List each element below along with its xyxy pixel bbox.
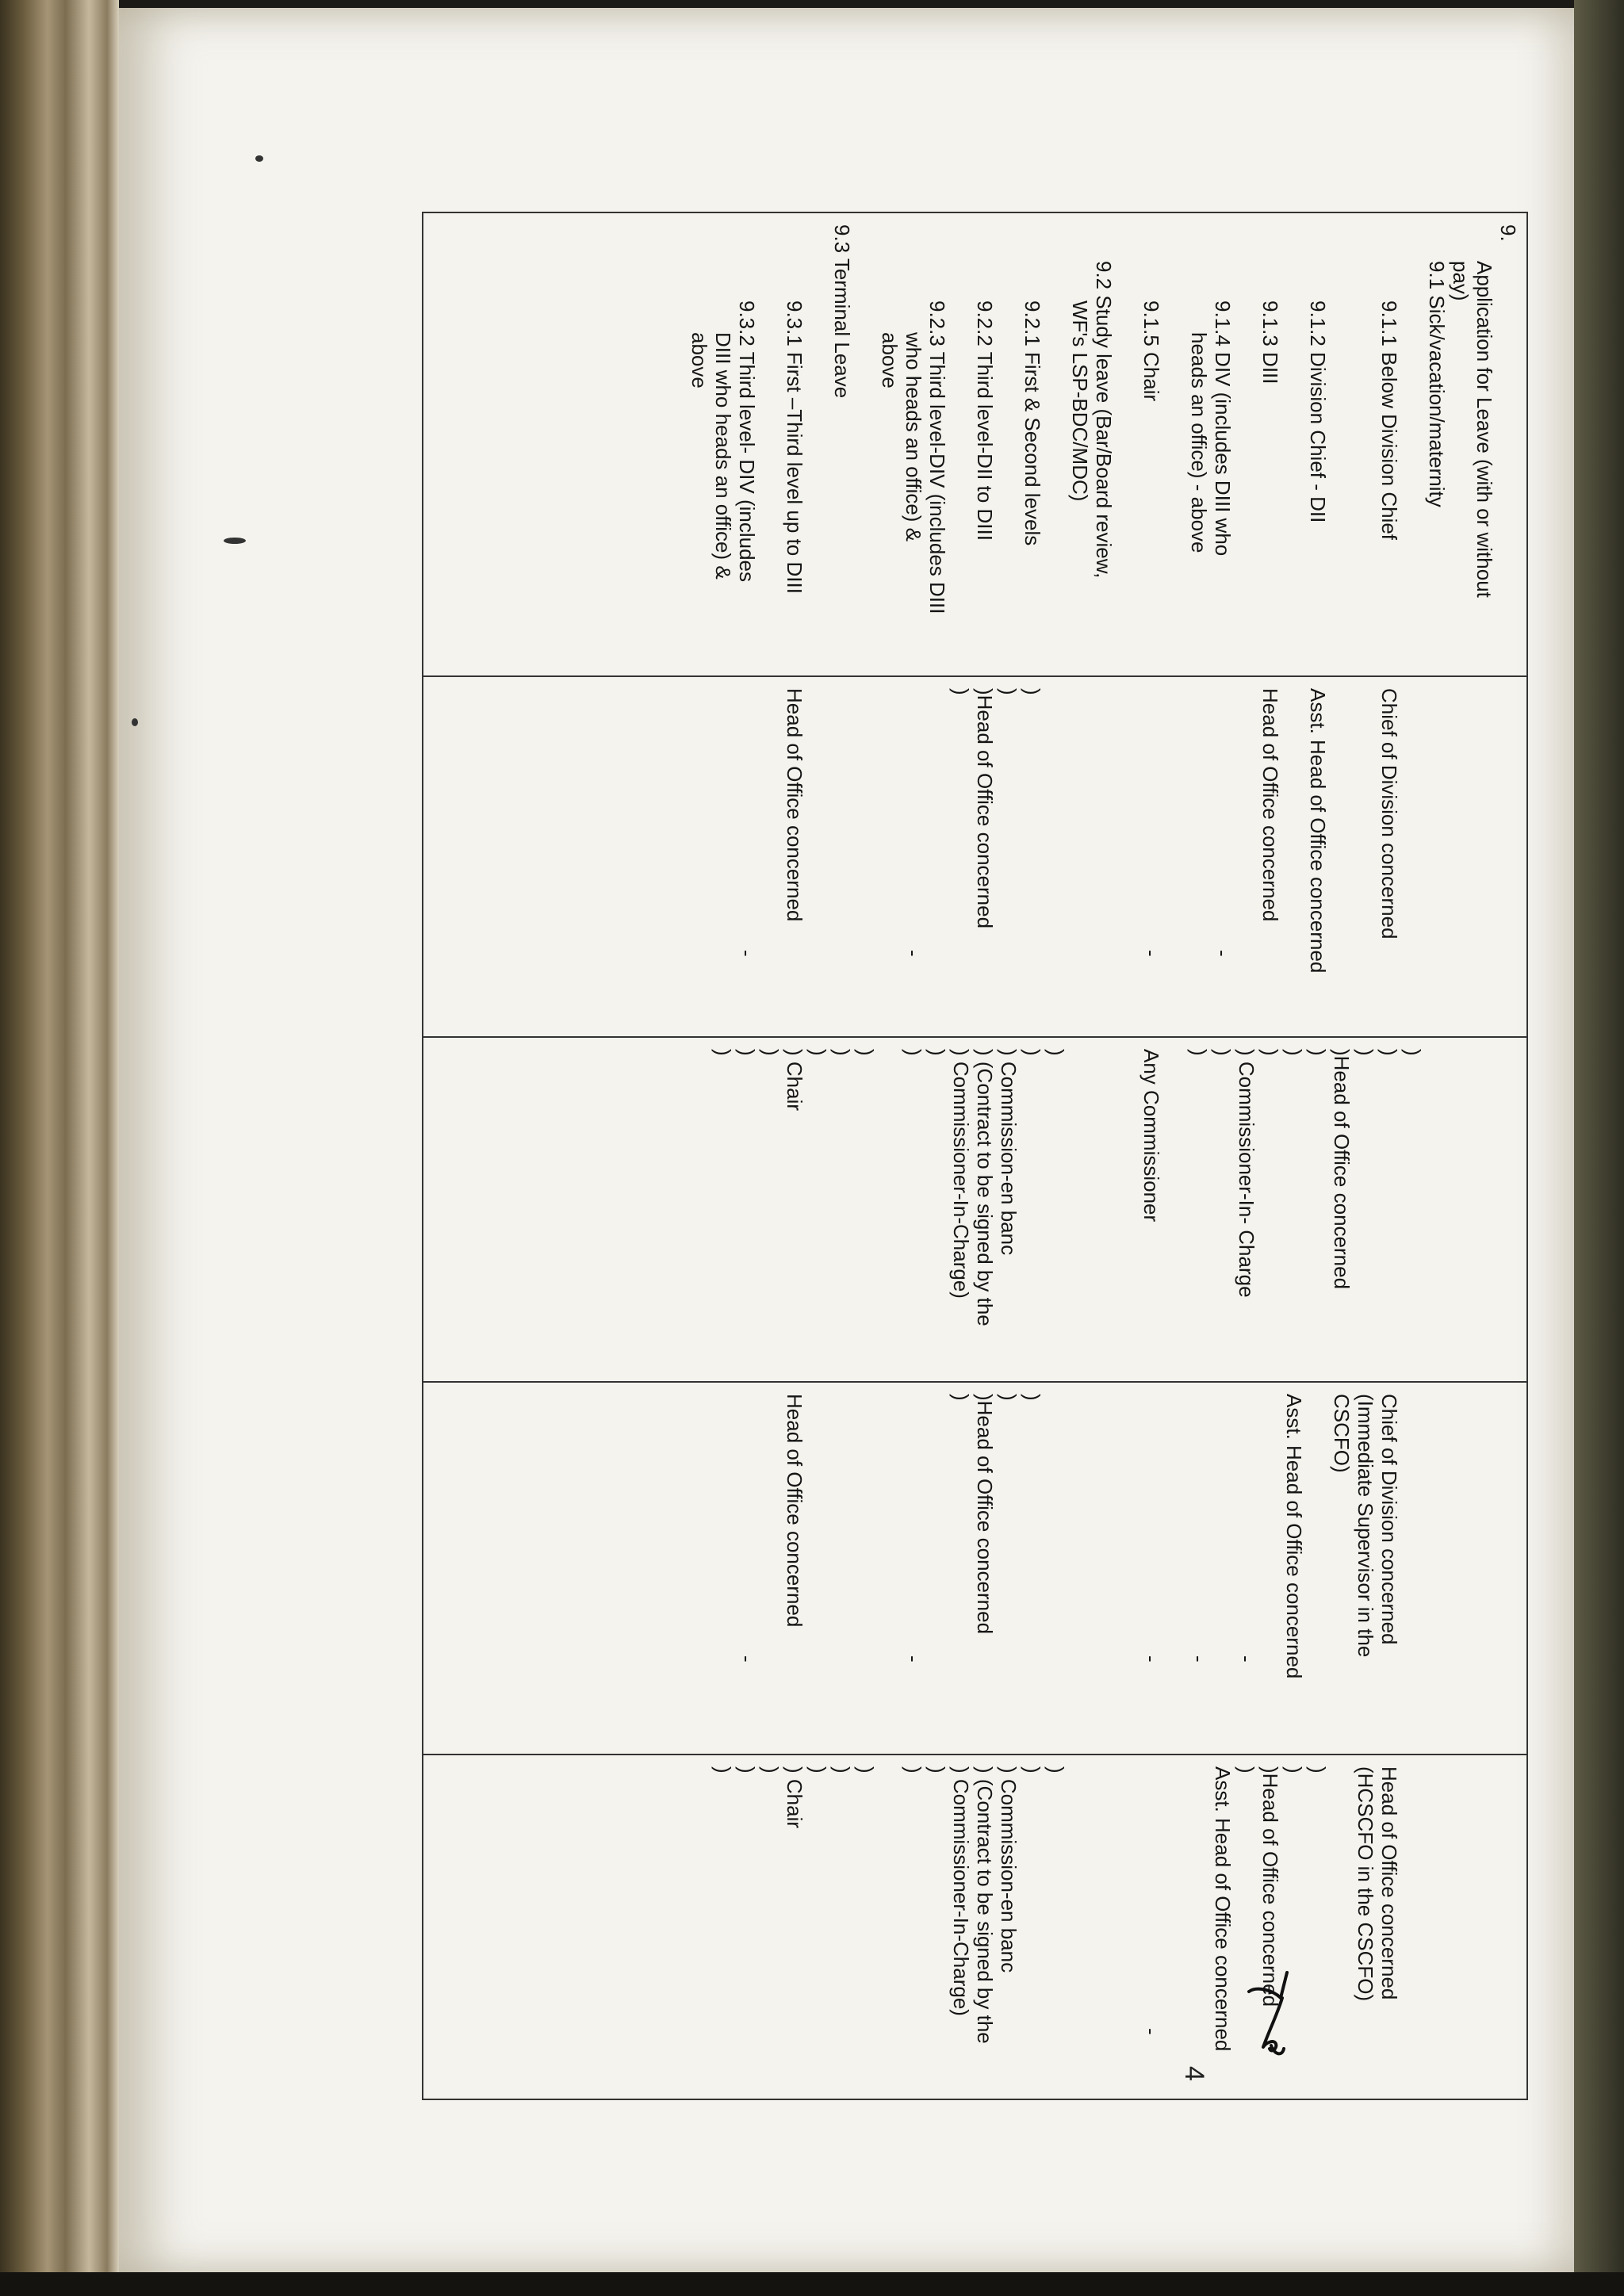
table-line: )	[1354, 1049, 1377, 1056]
table-line	[878, 688, 902, 1025]
table-line	[1473, 1049, 1496, 1370]
table-line	[688, 688, 711, 1025]
table-line: who heads an office) &	[902, 332, 925, 542]
table-line: )Head of Office concerned	[1330, 1049, 1354, 1290]
table-line	[1163, 1049, 1187, 1370]
table-line: pay)	[1449, 261, 1473, 301]
table-line	[1449, 1394, 1473, 1743]
column-recommending	[423, 676, 1527, 1037]
table-line	[878, 1394, 902, 1743]
table-line: WF's LSP-BDC/MDC)	[1068, 300, 1092, 502]
table-line: )	[735, 1049, 759, 1056]
table-line	[759, 224, 783, 664]
table-line: )	[1401, 1049, 1425, 1056]
scan-border-right	[1574, 0, 1624, 2296]
table-line	[1330, 1766, 1354, 2087]
table-line	[878, 1766, 902, 2087]
table-line	[688, 1049, 711, 1370]
table-line: )	[1021, 1766, 1044, 1774]
table-line: Chief of Division concerned	[1377, 1394, 1401, 1645]
table-line	[1163, 688, 1187, 1025]
table-line	[1116, 224, 1139, 664]
handwritten-signature	[1225, 1966, 1304, 2061]
table-line	[1354, 224, 1377, 664]
table-line	[1116, 688, 1139, 1025]
table-line	[759, 688, 783, 1025]
table-line	[1092, 688, 1116, 1025]
leave-approval-table	[422, 212, 1528, 2100]
table-line: )	[902, 1766, 925, 1774]
table-line	[1425, 1766, 1449, 2087]
table-line: 9.1.4 DIV (includes DIII who	[1211, 300, 1235, 557]
table-line	[1163, 1394, 1187, 1743]
table-line: )	[1211, 1049, 1235, 1056]
table-line	[1044, 1394, 1068, 1743]
table-line	[1401, 1766, 1425, 2087]
table-line: )	[830, 1766, 854, 1774]
table-line	[1092, 1049, 1116, 1370]
table-line	[1306, 1394, 1330, 1743]
table-line: above	[878, 332, 902, 388]
table-line	[854, 1394, 878, 1743]
table-line: 9.	[1496, 224, 1520, 242]
table-line	[1425, 1049, 1449, 1370]
table-line: -	[1187, 1655, 1211, 1663]
table-line: -	[902, 1655, 925, 1663]
table-line	[830, 688, 854, 1025]
table-line	[1116, 1049, 1139, 1370]
table-line: 9.2.2 Third level-DII to DIII	[973, 300, 997, 541]
scan-speck	[255, 155, 263, 162]
table-line: 9.1.2 Division Chief - DII	[1306, 300, 1330, 523]
table-line: Asst. Head of Office concerned	[1282, 1394, 1306, 1679]
table-line: -	[1139, 950, 1163, 957]
column-action	[423, 212, 1527, 676]
table-line	[688, 1766, 711, 2087]
column-approving	[423, 1037, 1527, 1382]
table-line: 9.1.5 Chair	[1139, 300, 1163, 402]
table-line: CSCFO)	[1330, 1394, 1354, 1473]
table-line	[1258, 1394, 1282, 1743]
table-line	[806, 1394, 830, 1743]
table-line	[1473, 1394, 1496, 1743]
table-line	[1401, 224, 1425, 664]
table-line	[854, 688, 878, 1025]
table-line	[1401, 1394, 1425, 1743]
table-line: )	[1258, 1049, 1282, 1056]
table-line	[1425, 1394, 1449, 1743]
table-line	[1473, 688, 1496, 1025]
table-line: ) Commissioner-In-Charge)	[949, 1766, 973, 2016]
table-line: )	[925, 1766, 949, 1774]
table-line	[925, 688, 949, 1025]
table-line	[1187, 1766, 1211, 2087]
page-number: 4	[1178, 2066, 1209, 2081]
table-line: -	[902, 950, 925, 957]
table-line	[997, 224, 1021, 664]
table-line: 9.3.1 First –Third level up to DIII	[783, 300, 806, 594]
table-line: 9.1.3 DIII	[1258, 300, 1282, 385]
table-line	[688, 1394, 711, 1743]
table-line	[1044, 224, 1068, 664]
table-line: -	[735, 950, 759, 957]
table-line: (HCSCFO in the CSCFO)	[1354, 1766, 1377, 2002]
table-line: Chief of Division concerned	[1377, 688, 1401, 939]
table-line: )	[997, 688, 1021, 695]
table-line	[1401, 688, 1425, 1025]
table-line	[1330, 688, 1354, 1025]
table-line: )	[1235, 1766, 1258, 1774]
table-line: )Head of Office concerned	[973, 688, 997, 929]
table-line: Head of Office concerned	[783, 1394, 806, 1628]
table-line	[806, 688, 830, 1025]
table-line: -	[1139, 1655, 1163, 1663]
table-line	[1044, 688, 1068, 1025]
table-line	[830, 1394, 854, 1743]
table-line: )	[806, 1049, 830, 1056]
table-line: -	[735, 1655, 759, 1663]
table-line: )	[1306, 1049, 1330, 1056]
table-line	[1235, 688, 1258, 1025]
table-line: 9.1 Sick/vacation/maternity	[1425, 261, 1449, 507]
table-line	[1092, 1766, 1116, 2087]
table-line: ) Commission-en banc	[997, 1766, 1021, 1973]
table-line: )	[711, 1049, 735, 1056]
table-line	[1187, 688, 1211, 1025]
table-line: DIII who heads an office) &	[711, 332, 735, 580]
table-line: )	[759, 1049, 783, 1056]
table-line: Head of Office concerned	[1258, 688, 1282, 922]
table-line: Head of Office concerned	[1377, 1766, 1401, 2000]
table-line: )	[1187, 1049, 1211, 1056]
table-line	[1425, 688, 1449, 1025]
table-line	[1282, 688, 1306, 1025]
table-line	[1092, 1394, 1116, 1743]
table-line	[1068, 1394, 1092, 1743]
table-line: ) Commission-en banc	[997, 1049, 1021, 1256]
table-line: ) Chair	[783, 1049, 806, 1112]
table-line: )	[806, 1766, 830, 1774]
table-line: )	[830, 1049, 854, 1056]
table-line	[1496, 1766, 1520, 2087]
table-line: Application for Leave (with or without	[1473, 261, 1496, 598]
table-line	[1116, 1394, 1139, 1743]
table-line: )	[1377, 1049, 1401, 1056]
table-line	[925, 1394, 949, 1743]
column-approving-cscfo	[423, 1755, 1527, 2099]
table-line	[1449, 1049, 1473, 1370]
table-line	[1496, 688, 1520, 1025]
table-line: )	[997, 1394, 1021, 1401]
table-line: )	[711, 1766, 735, 1774]
table-line	[878, 1049, 902, 1370]
scan-speck	[224, 538, 246, 544]
table-line	[1330, 224, 1354, 664]
table-line	[1354, 688, 1377, 1025]
table-line: )	[1282, 1766, 1306, 1774]
table-line: ) Commissioner-In-Charge)	[949, 1049, 973, 1299]
table-line: Asst. Head of Office concerned	[1211, 1766, 1235, 2052]
table-line: )	[902, 1049, 925, 1056]
table-line: )	[1282, 1049, 1306, 1056]
table-line	[1163, 1766, 1187, 2087]
table-row	[423, 212, 1527, 2099]
table-line	[1282, 224, 1306, 664]
table-line	[1473, 1766, 1496, 2087]
table-line	[1068, 1049, 1092, 1370]
table-line: )	[925, 1049, 949, 1056]
table-line	[854, 224, 878, 664]
table-line: Asst. Head of Office concerned	[1306, 688, 1330, 974]
book-page-edges	[0, 0, 119, 2296]
table-line	[1116, 1766, 1139, 2087]
table-line	[949, 224, 973, 664]
table-line	[711, 1394, 735, 1743]
table-line: -	[1139, 2028, 1163, 2035]
table-line: )	[759, 1766, 783, 1774]
table-line: -	[1211, 950, 1235, 957]
table-line: -	[1235, 1655, 1258, 1663]
table-line: )	[1021, 1394, 1044, 1401]
table-line: )	[1306, 1766, 1330, 1774]
table-line	[1068, 688, 1092, 1025]
table-line: Head of Office concerned	[783, 688, 806, 922]
scan-border-bottom	[0, 2272, 1624, 2296]
table-line: heads an office) - above	[1187, 332, 1211, 553]
table-line: ) (Contract to be signed by the	[973, 1049, 997, 1326]
table-line	[1449, 1766, 1473, 2087]
table-line: Any Commissioner	[1139, 1049, 1163, 1223]
table-line: (Immediate Supervisor in the	[1354, 1394, 1377, 1658]
table-line: ) (Contract to be signed by the	[973, 1766, 997, 2044]
table-line: ) Commissioner-In- Charge	[1235, 1049, 1258, 1298]
table-line: above	[688, 332, 711, 388]
table-line: 9.3 Terminal Leave	[830, 224, 854, 399]
table-line	[1235, 224, 1258, 664]
table-line: )	[735, 1766, 759, 1774]
table-line: 9.2.3 Third level-DIV (includes DIII	[925, 300, 949, 614]
table-line: )	[1044, 1766, 1068, 1774]
table-line	[1163, 224, 1187, 664]
table-line: )	[1021, 1049, 1044, 1056]
table-line: )	[949, 1394, 973, 1401]
table-line	[806, 224, 830, 664]
scan-speck	[132, 718, 138, 726]
column-recommending-cscfo	[423, 1382, 1527, 1755]
table-line	[759, 1394, 783, 1743]
table-line	[1496, 1394, 1520, 1743]
table-line: )Head of Office concerned	[973, 1394, 997, 1635]
table-line: )	[949, 688, 973, 695]
table-line	[1211, 1394, 1235, 1743]
table-line	[1449, 688, 1473, 1025]
table-line: 9.2.1 First & Second levels	[1021, 300, 1044, 546]
table-line: )	[854, 1049, 878, 1056]
table-line: ) Chair	[783, 1766, 806, 1829]
table-line: 9.1.1 Below Division Chief	[1377, 300, 1401, 541]
table-line	[711, 688, 735, 1025]
table-line: 9.3.2 Third level- DIV (includes	[735, 300, 759, 583]
table-line: )	[1044, 1049, 1068, 1056]
rotated-table-wrapper	[422, 212, 1528, 2099]
table-line: )	[854, 1766, 878, 1774]
table-line	[1068, 1766, 1092, 2087]
table-line: )Head of Office concerned	[1258, 1766, 1282, 2007]
table-line	[1496, 1049, 1520, 1370]
table-line: 9.2 Study leave (Bar/Board review,	[1092, 261, 1116, 579]
table-line: )	[1021, 688, 1044, 695]
